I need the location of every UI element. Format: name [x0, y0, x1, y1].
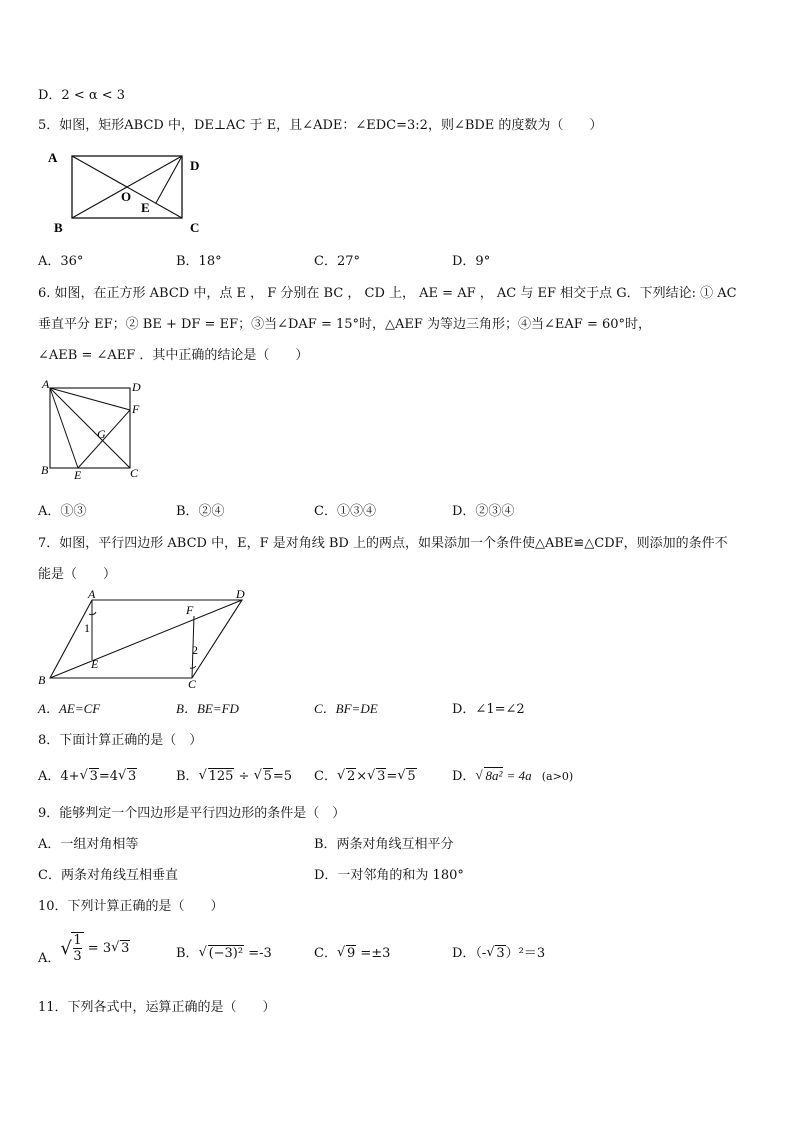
q7-label-e: E: [91, 657, 99, 671]
q5-stem: 5．如图，矩形ABCD 中，DE⊥AC 于 E，且∠ADE：∠EDC=3:2，则∠BDE 的度数为（ ）: [38, 118, 603, 133]
q6-label-a: A: [42, 377, 50, 391]
q6-segment-af: [50, 388, 130, 410]
q9-option-b: B．两条对角线互相平分: [314, 837, 454, 852]
q7-label-1: 1: [84, 621, 90, 635]
q7-figure: [36, 586, 260, 690]
q9-stem: 9．能够判定一个四边形是平行四边形的条件是（ ）: [38, 806, 346, 821]
q11-stem: 11．下列各式中，运算正确的是（ ）: [38, 1000, 276, 1015]
q10-option-a: A． √ $\frac{1}{3}$ = 3√ 3: [38, 932, 130, 964]
q7-diagonal-bd: [50, 600, 242, 678]
q7-option-a: A．AE=CF: [38, 701, 101, 716]
q5-label-e: E: [141, 200, 150, 215]
q6-label-e: E: [74, 468, 82, 482]
q7-label-c: C: [188, 677, 197, 691]
q5-label-d: D: [190, 158, 200, 173]
q8-option-d: D．√ 8a² = 4a (a>0): [452, 765, 573, 784]
q10-option-d: D．（-√ 3）²＝3: [452, 942, 545, 961]
q8-option-b: B．√ 125 ÷ √ 5=5: [176, 765, 292, 784]
q6-label-c: C: [130, 466, 139, 480]
q7-stem-line2: 能是（ ）: [38, 567, 117, 582]
q8-stem: 8．下面计算正确的是（ ）: [38, 733, 203, 748]
q5-option-d: D．9°: [452, 254, 491, 269]
q8-option-a: A．4+√ 3=4√ 3: [38, 765, 137, 784]
q5-label-o: O: [121, 189, 132, 204]
q7-option-c: C．BF=DE: [314, 701, 378, 716]
q10-option-b: B．√ (−3)² =-3: [176, 942, 272, 961]
q10-stem: 10．下列计算正确的是（ ）: [38, 899, 224, 914]
q8-option-c: C．√ 2×√ 3=√ 5: [314, 765, 417, 784]
q6-stem-line3: ∠AEB = ∠AEF ．其中正确的结论是（ ）: [38, 348, 309, 363]
q7-option-d: D．∠1=∠2: [452, 702, 525, 717]
q6-label-b: B: [41, 463, 49, 477]
q9-option-a: A．一组对角相等: [38, 837, 139, 852]
q5-label-c: C: [190, 220, 200, 235]
q7-label-b: B: [38, 673, 46, 687]
q5-option-b: B．18°: [176, 254, 222, 269]
q7-label-2: 2: [192, 643, 198, 657]
q6-stem-line2: 垂直平分 EF；② BE + DF = EF；③当∠DAF = 15°时，△AEF 为等边三角形；④当∠EAF = 60°时，: [38, 317, 652, 332]
q6-label-g: G: [97, 427, 106, 441]
q7-label-a: A: [88, 587, 96, 601]
q6-segment-ae: [50, 388, 78, 468]
q7-angle-2-arc: [190, 666, 196, 668]
q6-figure: [38, 378, 148, 480]
q5-option-c: C．27°: [314, 254, 360, 269]
q9-option-d: D．一对邻角的和为 180°: [314, 868, 464, 883]
q6-option-a: A．①③: [38, 504, 87, 519]
q6-label-f: F: [132, 402, 140, 416]
q6-option-b: B．②④: [176, 504, 225, 519]
q7-label-d: D: [236, 587, 245, 601]
q7-stem-line1: 7．如图，平行四边形 ABCD 中，E，F 是对角线 BD 上的两点，如果添加一个条件使△ABE≌△CDF，则添加的条件不: [38, 536, 728, 551]
q6-label-d: D: [132, 380, 141, 394]
q6-option-d: D．②③④: [452, 504, 515, 519]
q7-label-f: F: [186, 603, 194, 617]
q6-option-c: C．①③④: [314, 504, 376, 519]
q4-option-d: D．2 < α < 3: [38, 88, 126, 103]
q5-figure: [44, 148, 214, 238]
q9-option-c: C．两条对角线互相垂直: [38, 868, 178, 883]
q5-label-b: B: [54, 220, 63, 235]
q5-label-a: A: [48, 150, 58, 165]
q6-stem-line1: 6. 如图，在正方形 ABCD 中，点 E ， F 分别在 BC ， CD 上， AE = AF ， AC 与 EF 相交于点 G．下列结论: ① AC: [38, 286, 737, 301]
q7-option-b: B．BE=FD: [176, 701, 239, 716]
q5-option-a: A．36°: [38, 254, 84, 269]
q10-option-c: C．√ 9 =±3: [314, 942, 390, 961]
q6-diagonal-ac: [50, 388, 130, 468]
